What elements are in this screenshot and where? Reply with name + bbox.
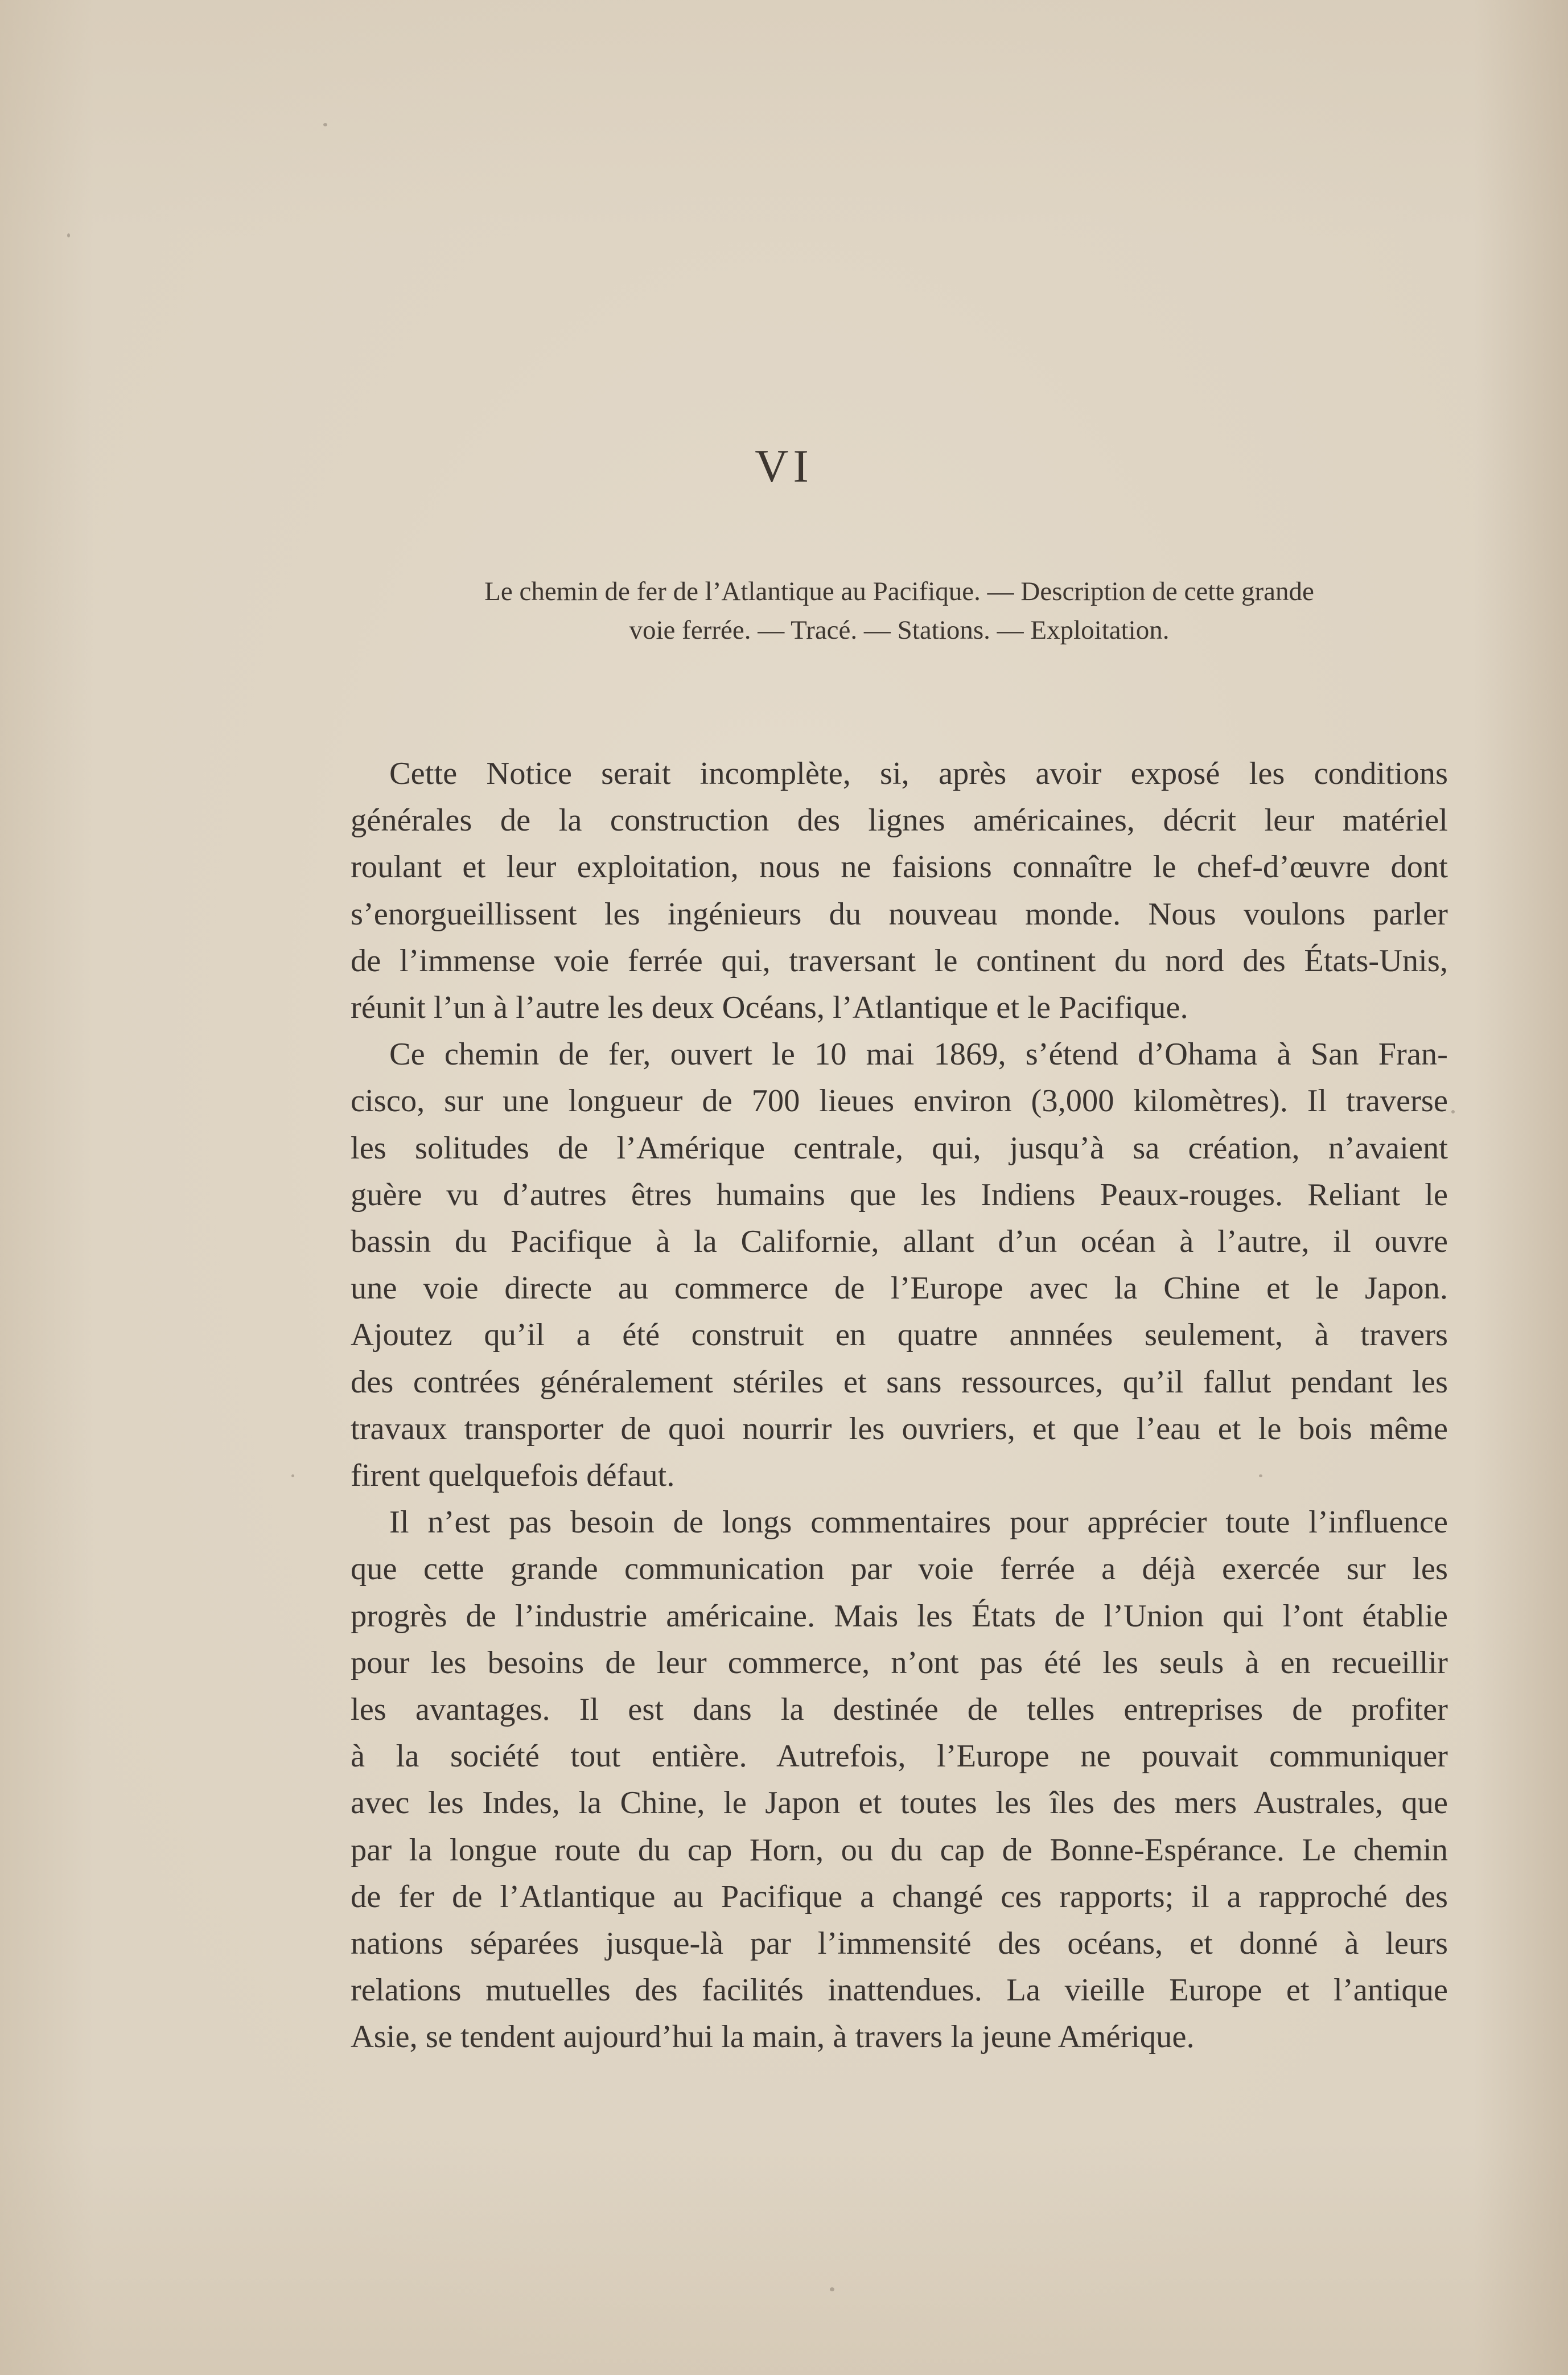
chapter-summary: [351, 572, 1448, 650]
text-line: progrès de l’industrie américaine. Mais les États de l’Union qui l’ont établie: [351, 1598, 1448, 1634]
text-line: les avantages. Il est dans la destinée de telles entreprises de profiter: [351, 1692, 1448, 1728]
chapter-body: [351, 750, 1448, 2061]
paragraph-3: [351, 1499, 1448, 2060]
text-line: Cette Notice serait incomplète, si, après avoir exposé les conditions: [389, 756, 1448, 791]
text-line: roulant et leur exploitation, nous ne faisions connaître le chef-d’œuvre dont: [351, 849, 1448, 885]
paragraph-1: [351, 750, 1448, 1031]
paper-speck: [830, 2287, 834, 2291]
text-line: de l’immense voie ferrée qui, traversant le continent du nord des États-Unis,: [351, 943, 1448, 979]
text-line: bassin du Pacifique à la Californie, allant d’un océan à l’autre, il ouvre: [351, 1224, 1448, 1260]
text-line: guère vu d’autres êtres humains que les Indiens Peaux-rouges. Reliant le: [351, 1177, 1448, 1213]
text-line: des contrées généralement stériles et sans ressources, qu’il fallut pendant les: [351, 1364, 1448, 1400]
text-line: Il n’est pas besoin de longs commentaires pour apprécier toute l’influence: [389, 1505, 1448, 1540]
text-line: de fer de l’Atlantique au Pacifique a changé ces rapports; il a rapproché des: [351, 1879, 1448, 1914]
paper-speck: [323, 123, 327, 126]
text-line: pour les besoins de leur commerce, n’ont pas été les seuls à en recueillir: [351, 1645, 1448, 1680]
paper-speck: [291, 1474, 294, 1477]
text-line: cisco, sur une longueur de 700 lieues environ (3,000 kilomètres). Il traverse: [351, 1083, 1448, 1119]
text-line: Ajoutez qu’il a été construit en quatre annnées seulement, à travers: [351, 1317, 1448, 1353]
paper-speck: [1451, 1110, 1455, 1113]
text-line: avec les Indes, la Chine, le Japon et toutes les îles des mers Australes, que: [351, 1785, 1448, 1821]
chapter-summary-line: voie ferrée. — Tracé. — Stations. — Exploitation.: [629, 615, 1170, 645]
chapter-number: VI: [755, 440, 813, 492]
text-line: une voie directe au commerce de l’Europe avec la Chine et le Japon.: [351, 1271, 1448, 1306]
text-line: nations séparées jusque-là par l’immensité des océans, et donné à leurs: [351, 1926, 1448, 1962]
text-line: firent quelquefois défaut.: [351, 1458, 675, 1494]
text-line: réunit l’un à l’autre les deux Océans, l’Atlantique et le Pacifique.: [351, 990, 1188, 1026]
text-line: les solitudes de l’Amérique centrale, qui, jusqu’à sa création, n’avaient: [351, 1130, 1448, 1166]
text-line: relations mutuelles des facilités inattendues. La vieille Europe et l’antique: [351, 1973, 1448, 2008]
paper-speck: [67, 233, 70, 237]
paragraph-2: [351, 1031, 1448, 1499]
text-line: à la société tout entière. Autrefois, l’Europe ne pouvait communiquer: [351, 1739, 1448, 1774]
text-line: Asie, se tendent aujourd’hui la main, à travers la jeune Amérique.: [351, 2019, 1195, 2055]
chapter-summary-line: Le chemin de fer de l’Atlantique au Pacifique. — Description de cette grande: [484, 577, 1314, 606]
text-line: par la longue route du cap Horn, ou du cap de Bonne-Espérance. Le chemin: [351, 1832, 1448, 1868]
text-line: générales de la construction des lignes américaines, décrit leur matériel: [351, 803, 1448, 839]
text-line: travaux transporter de quoi nourrir les ouvriers, et que l’eau et le bois même: [351, 1411, 1448, 1447]
text-line: s’enorgueillissent les ingénieurs du nouveau monde. Nous voulons parler: [351, 896, 1448, 932]
text-line: Ce chemin de fer, ouvert le 10 mai 1869, s’étend d’Ohama à San Fran-: [389, 1037, 1448, 1073]
text-line: que cette grande communication par voie ferrée a déjà exercée sur les: [351, 1551, 1448, 1587]
